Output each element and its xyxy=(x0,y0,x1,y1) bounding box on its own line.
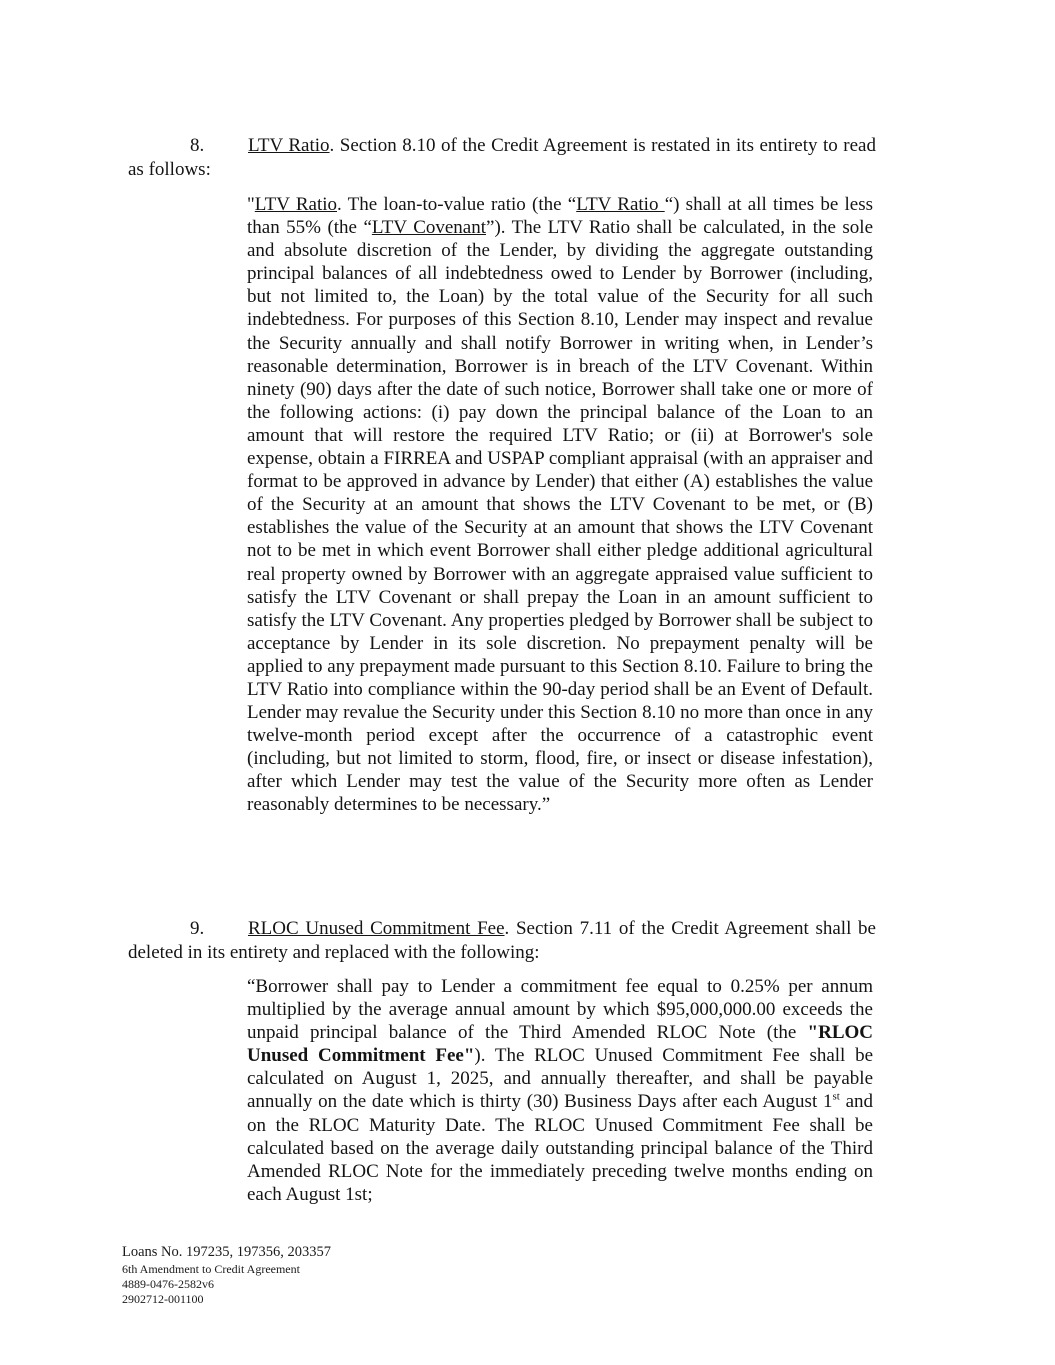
footer-loans: Loans No. 197235, 197356, 203357 xyxy=(122,1244,332,1260)
section-8-quote xyxy=(247,193,873,817)
section-8-intro: . Section 8.10 of the Credit Agreement is restated in its entirety to read as follows: xyxy=(128,135,876,180)
section-9-number: 9. xyxy=(190,918,205,939)
rloc-fee-text xyxy=(247,975,873,1206)
section-9-intro: . Section 7.11 of the Credit Agreement shall be deleted in its entirety and replaced with the following: xyxy=(128,918,876,963)
footer-doc-id: 4889-0476-2582v6 xyxy=(122,1277,214,1291)
section-9-quote xyxy=(247,975,873,1206)
ordinal-superscript: st xyxy=(832,1091,840,1104)
rloc-text-part3: and on the RLOC Maturity Date. The RLOC Unused Commitment Fee shall be calculated based on the average daily outstanding principal balance of the Third Amended RLOC Note for the immediately preceding twelve months ending on each August 1st; xyxy=(247,1091,874,1205)
ltv-covenant-defined-term: LTV Covenant xyxy=(371,217,487,239)
ltv-open-quote: " xyxy=(247,194,255,215)
section-8-heading xyxy=(128,134,876,182)
ltv-text-part3: ”). The LTV Ratio shall be calculated, in the sole and absolute discretion of the Lender, by dividing the aggregate outstanding principal balances of all indebtedness owed to Lender by Borrower (including, but not limited to, the Loan) by the total value of the Security for all such indebtedness. For purposes of this Section 8.10, Lender may inspect and revalue the Security annually and shall notify Borrower in writing when, in Lender’s reasonable determination, Borrower is in breach of the LTV Covenant. Within ninety (90) days after the date of such notice, Borrower shall take one or more of the following actions: (i) pay down the principal balance of the Loan to an amount that will restore the required LTV Ratio; or (ii) at Borrower's sole expense, obtain a FIRREA and USPAP compliant appraisal (with an appraiser and format to be approved in advance by Lender) that either (A) establishes the value of the Security at an amount that shows the LTV Covenant to be met, or (B) establishes the value of the Security at an amount that shows the LTV Covenant not to be met in which event Borrower shall either pledge additional agricultural real property owned by Borrower with an aggregate appraised value sufficient to satisfy the LTV Covenant or shall prepay the Loan in an amount sufficient to satisfy the LTV Covenant. Any properties pledged by Borrower shall be subject to acceptance by Lender in its sole discretion. No prepayment penalty will be applied to any prepayment made pursuant to this Section 8.10. Failure to bring the LTV Ratio into compliance within the 90-day period shall be an Event of Default. Lender may revalue the Security under this Section 8.10 no more than once in any twelve-month period except after the occurrence of a catastrophic event (including, but not limited to storm, flood, fire, or insect or disease infestation), after which Lender may test the value of the Security more often as Lender reasonably determines to be necessary.” xyxy=(247,217,873,816)
ltv-text-part2: “) shall at all times be less than 55% (the “ xyxy=(247,194,874,239)
section-8-number: 8. xyxy=(190,135,205,156)
section-9-title: RLOC Unused Commitment Fee xyxy=(248,918,505,939)
footer-amendment: 6th Amendment to Credit Agreement xyxy=(122,1262,300,1276)
rloc-text-part2: ). The RLOC Unused Commitment Fee shall be calculated on August 1, 2025, and annually thereafter, and shall be payable annually on the date which is thirty (30) Business Days after each August 1 xyxy=(247,1045,874,1113)
ltv-ratio-defined-term: LTV Ratio xyxy=(576,194,665,215)
ltv-ratio-title: LTV Ratio xyxy=(254,194,338,215)
section-8-title: LTV Ratio xyxy=(248,135,330,156)
rloc-fee-defined-term: "RLOC Unused Commitment Fee" xyxy=(247,1022,873,1067)
section-9-heading xyxy=(128,917,876,965)
footer-client-id: 2902712-001100 xyxy=(122,1292,204,1306)
document-footer xyxy=(122,1243,331,1307)
rloc-text-part1: “Borrower shall pay to Lender a commitment fee equal to 0.25% per annum multiplied by the average annual amount by which $95,000,000.00 exceeds the unpaid principal balance of the Third Amended RLOC Note (the xyxy=(247,976,873,1044)
ltv-text-part1: . The loan-to-value ratio (the “ xyxy=(337,194,577,215)
ltv-ratio-text xyxy=(247,193,873,817)
